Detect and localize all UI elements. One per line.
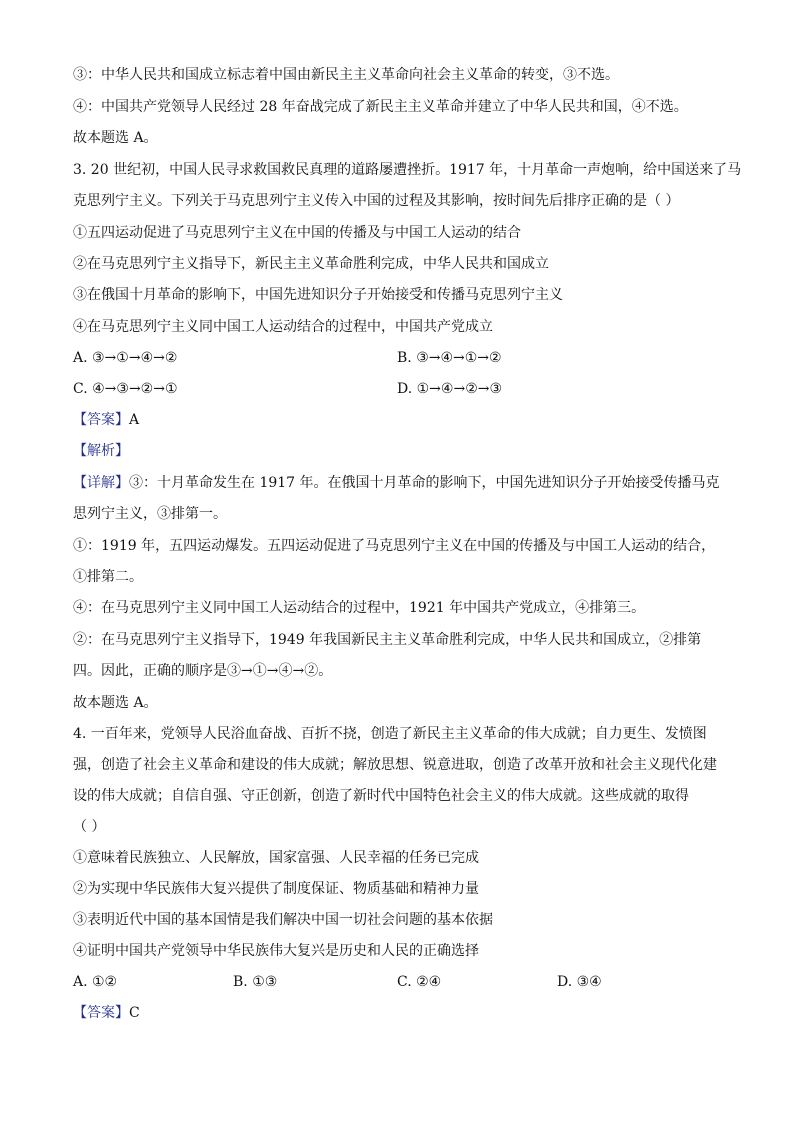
q4-option-b: B. ①③ bbox=[233, 974, 278, 990]
q3-option-d: D. ①→④→②→③ bbox=[397, 381, 503, 397]
q4-item-4: ④证明中国共产党领导中华民族伟大复兴是历史和人民的正确选择 bbox=[73, 943, 479, 959]
q3-item-2: ②在马克思列宁主义指导下，新民主主义革命胜利完成，中华人民共和国成立 bbox=[73, 256, 549, 272]
q4-stem-line4: （ ） bbox=[73, 819, 106, 835]
q3-option-c: C. ④→③→②→① bbox=[73, 381, 178, 397]
q4-option-a: A. ①② bbox=[73, 974, 118, 990]
q4-item-3: ③表明近代中国的基本国情是我们解决中国一切社会问题的基本依据 bbox=[73, 912, 493, 928]
q3-option-a: A. ③→①→④→② bbox=[73, 350, 178, 366]
q3-detail-line5: ④：在马克思列宁主义同中国工人运动结合的过程中，1921 年中国共产党成立，④排第三。 bbox=[73, 600, 646, 616]
q3-answer bbox=[73, 410, 139, 430]
q3-detail-line6: ②：在马克思列宁主义指导下，1949 年我国新民主主义革命胜利完成，中华人民共和国成立，②排第 bbox=[73, 632, 702, 648]
q4-option-d: D. ③④ bbox=[557, 974, 602, 990]
q3-detail-line4: ①排第二。 bbox=[73, 569, 143, 585]
q4-stem-line3: 设的伟大成就；自信自强、守正创新，创造了新时代中国特色社会主义的伟大成就。这些成就的取得 bbox=[73, 788, 689, 804]
q2-analysis-4: ④：中国共产党领导人民经过 28 年奋战完成了新民主主义革命并建立了中华人民共和国，④不选。 bbox=[73, 99, 688, 115]
q4-item-1: ①意味着民族独立、人民解放，国家富强、人民幸福的任务已完成 bbox=[73, 850, 479, 866]
q3-detail-line2: 思列宁主义，③排第一。 bbox=[73, 506, 227, 522]
q4-option-c: C. ②④ bbox=[397, 974, 442, 990]
q2-analysis-3: ③：中华人民共和国成立标志着中国由新民主主义革命向社会主义革命的转变，③不选。 bbox=[73, 67, 619, 83]
q4-stem-line2: 强，创造了社会主义革命和建设的伟大成就；解放思想、锐意进取，创造了改革开放和社会主义现代化建 bbox=[73, 757, 717, 773]
q3-item-4: ④在马克思列宁主义同中国工人运动结合的过程中，中国共产党成立 bbox=[73, 319, 493, 335]
answer-value: C bbox=[129, 1005, 140, 1021]
detail-text: ③：十月革命发生在 1917 年。在俄国十月革命的影响下，中国先进知识分子开始接受传播马克 bbox=[129, 475, 720, 491]
q3-item-3: ③在俄国十月革命的影响下，中国先进知识分子开始接受和传播马克思列宁主义 bbox=[73, 287, 563, 303]
q4-item-2: ②为实现中华民族伟大复兴提供了制度保证、物质基础和精神力量 bbox=[73, 881, 479, 897]
analysis-tag: 【解析】 bbox=[73, 443, 129, 459]
q3-detail-line7: 四。因此，正确的顺序是③→①→④→②。 bbox=[73, 663, 333, 679]
answer-tag: 【答案】 bbox=[73, 1005, 129, 1021]
q2-conclusion: 故本题选 A。 bbox=[73, 130, 158, 146]
q3-analysis-heading bbox=[73, 441, 129, 461]
q3-item-1: ①五四运动促进了马克思列宁主义在中国的传播及与中国工人运动的结合 bbox=[73, 225, 521, 241]
answer-value: A bbox=[129, 412, 140, 428]
q3-conclusion: 故本题选 A。 bbox=[73, 695, 158, 711]
q4-stem-line1: 4. 一百年来，党领导人民浴血奋战、百折不挠，创造了新民主主义革命的伟大成就；自力更生、发愤图 bbox=[73, 726, 707, 742]
q3-option-b: B. ③→④→①→② bbox=[397, 350, 502, 366]
q3-detail-line1 bbox=[73, 473, 720, 493]
answer-tag: 【答案】 bbox=[73, 412, 129, 428]
q3-stem-line1: 3. 20 世纪初，中国人民寻求救国救民真理的道路屡遭挫折。1917 年，十月革命一声炮响，给中国送来了马 bbox=[73, 162, 742, 178]
q3-detail-line3: ①：1919 年，五四运动爆发。五四运动促进了马克思列宁主义在中国的传播及与中国工人运动的结合， bbox=[73, 538, 716, 554]
detail-tag: 【详解】 bbox=[73, 475, 129, 491]
q3-stem-line2: 克思列宁主义。下列关于马克思列宁主义传入中国的过程及其影响，按时间先后排序正确的是（ ） bbox=[73, 193, 680, 209]
q4-answer bbox=[73, 1003, 140, 1023]
